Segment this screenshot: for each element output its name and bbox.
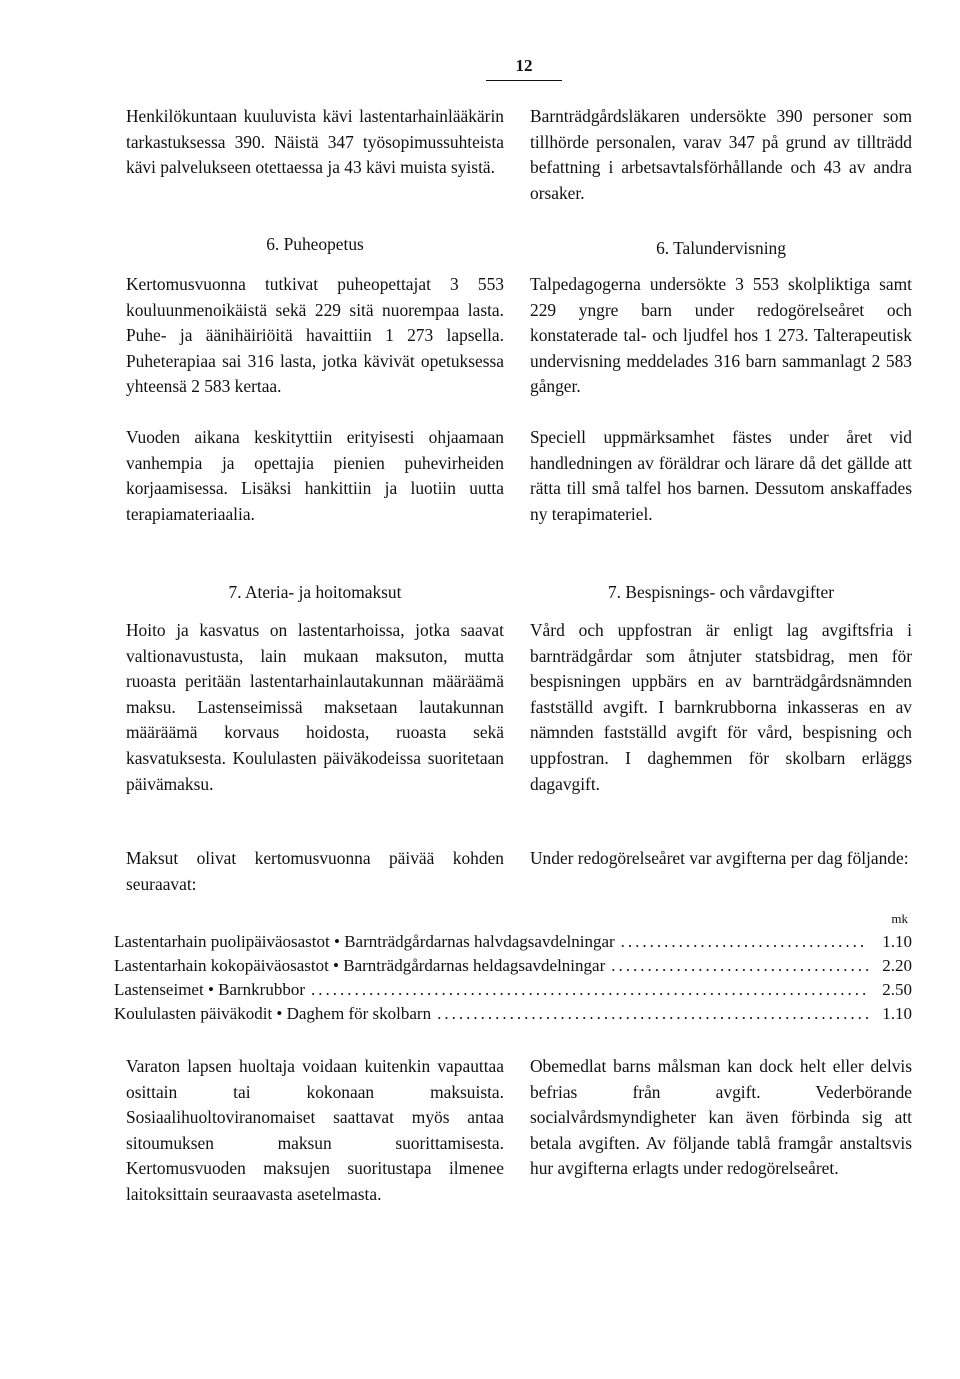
- fee-row: [114, 1002, 912, 1026]
- fi-section-6-paragraph-1: Kertomusvuonna tutkivat puheopettajat 3 553 kouluunmenoikäistä sekä 229 sitä nuorempaa lasta. Puhe- ja äänihäiriöitä havaittiin 1 273 lapsella. Puheterapiaa sai 316 lasta, jotka kävivät opetuksessa yhteensä 2 583 kertaa.: [126, 274, 504, 397]
- fi-section-7-paragraph-1: Hoito ja kasvatus on lastentarhoissa, jotka saavat valtionavustusta, lain mukaan maksuton, mutta ruoasta peritään lastentarhainlautakunnan määräämä maksu. Lastenseimissä maksetaan lautakunnan määräämä korvaus hoidosta, ruoasta sekä kasvatuksesta. Koululasten päiväkodeissa suoritetaan päivämaksu.: [126, 620, 504, 794]
- sv-intro-paragraph: Barnträdgårdsläkaren undersökte 390 personer som tillhörde personalen, varav 347 på grund av tillträdd befattning i arbetsavtalsförhållande och 43 av andra orsaker.: [530, 106, 912, 203]
- fi-section-7-heading: 7. Ateria- ja hoitomaksut: [228, 582, 402, 602]
- fee-row: [114, 930, 912, 954]
- fee-row-leader-dots: [621, 930, 868, 954]
- fee-row-label: Lastentarhain kokopäiväosastot • Barnträdgårdarnas heldagsavdelningar: [114, 956, 606, 975]
- fee-row-leader-dots: [311, 978, 868, 1002]
- fi-section-6-heading: 6. Puheopetus: [266, 234, 364, 254]
- sv-section-6-paragraph-2: Speciell uppmärksamhet fästes under året vid handledningen av föräldrar och lärare då det gällde att rätta till små talfel hos barnen. Dessutom anskaffades ny terapimateriel.: [530, 427, 912, 524]
- fee-row-price: 1.10: [882, 1004, 912, 1023]
- fee-row: [114, 954, 912, 978]
- sv-closing-paragraph: Obemedlat barns målsman kan dock helt eller delvis befrias från avgift. Vederbörande socialvårdsmyndigheter kan även förbinda sig att betala avgiften. Av följande tablå framgår anstaltsvis hur avgifterna erlagts under redogörelseåret.: [530, 1056, 912, 1179]
- page-number: 12: [515, 56, 533, 75]
- fee-unit-label: mk: [891, 911, 908, 926]
- fee-row-label: Lastenseimet • Barnkrubbor: [114, 980, 306, 999]
- sv-section-7-paragraph-2: Under redogörelseåret var avgifterna per dag följande:: [530, 848, 909, 868]
- sv-section-7-paragraph-1: Vård och uppfostran är enligt lag avgiftsfria i barnträdgårdar som åtnjuter statsbidrag, men för bespisningen uppbärs en av barnträdgårdsnämnden fastställd avgift. I barnkrubborna inkasseras en av nämnden fastställd avgift för vård, bespisning och uppfostran. I daghemmen för skolbarn erläggs dagavgift.: [530, 620, 912, 794]
- fee-row-label: Koululasten päiväkodit • Daghem för skolbarn: [114, 1004, 432, 1023]
- fee-row-price: 2.20: [882, 956, 912, 975]
- fi-intro-paragraph: Henkilökuntaan kuuluvista kävi lastentarhainlääkärin tarkastuksessa 390. Näistä 347 työsopimussuhteista kävi palvelukseen otettaessa ja 43 kävi muista syistä.: [126, 106, 504, 178]
- fee-row-leader-dots: [611, 954, 868, 978]
- sv-section-6-paragraph-1: Talpedagogerna undersökte 3 553 skolpliktiga samt 229 yngre barn under redogörelseåret och konstaterade tal- och ljudfel hos 1 273. Talterapeutisk undervisning meddelades 316 barn sammanlagt 2 583 gånger.: [530, 274, 912, 397]
- sv-section-6-heading: 6. Talundervisning: [656, 238, 786, 258]
- sv-section-7-heading: 7. Bespisnings- och vårdavgifter: [607, 582, 835, 602]
- fee-row-label: Lastentarhain puolipäiväosastot • Barnträdgårdarnas halvdagsavdelningar: [114, 932, 615, 951]
- fee-table: [114, 912, 912, 1026]
- fi-section-6-paragraph-2: Vuoden aikana keskityttiin erityisesti ohjaamaan vanhempia ja opettajia pienien puhevirheiden korjaamisessa. Lisäksi hankittiin ja luotiin uutta terapiamateriaalia.: [126, 427, 504, 524]
- page-number-rule: [486, 80, 562, 81]
- fee-row-price: 2.50: [882, 980, 912, 999]
- fee-row-price: 1.10: [882, 932, 912, 951]
- fee-row-leader-dots: [437, 1002, 868, 1026]
- fi-section-7-paragraph-2: Maksut olivat kertomusvuonna päivää kohden seuraavat:: [126, 848, 504, 894]
- fee-row: [114, 978, 912, 1002]
- fi-closing-paragraph: Varaton lapsen huoltaja voidaan kuitenkin vapauttaa osittain tai kokonaan maksuista. Sosiaalihuoltoviranomaiset saattavat myös antaa sitoumuksen maksun suorittamisesta. Kertomusvuoden maksujen suoritustapa ilmenee laitoksittain seuraavasta asetelmasta.: [126, 1056, 504, 1204]
